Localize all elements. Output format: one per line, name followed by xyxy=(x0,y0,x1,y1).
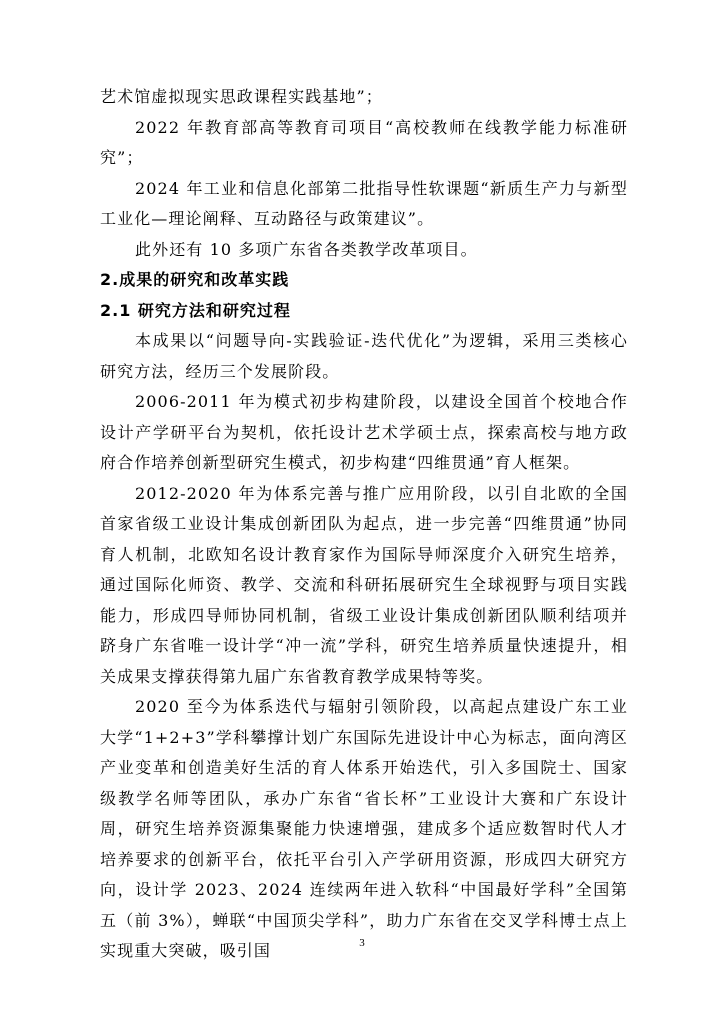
paragraph-stage-2006: 2006-2011 年为模式初步构建阶段，以建设全国首个校地合作设计产学研平台为契机，依托设计艺术学硕士点，探索高校与地方政府合作培养创新型研究生模式，初步构建“四维贯通”育人框架。 xyxy=(100,392,628,472)
paragraph-stage-2020: 2020 至今为体系迭代与辐射引领阶段，以高起点建设广东工业大学“1+2+3”学科攀撑计划广东国际先进设计中心为标志，面向湾区产业变革和创造美好生活的育人体系开始迭代，引入多国院士、国家级教学名师等团队，承办广东省“省长杯”工业设计大赛和广东设计周，研究生培养资源集聚能力快速增强，建成多个适应数智时代人才培养要求的创新平台，依托平台引入产学研用资源，形成四大研究方向，设计学 2023、2024 连续两年进入软科“中国最好学科”全国第五（前 3%），蝉联“中国顶尖学科”，助力广东省在交叉学科博士点上实现重大突破，吸引国 xyxy=(100,697,628,960)
paragraph-2024-project: 2024 年工业和信息化部第二批指导性软课题“新质生产力与新型工业化—理论阐释、互动路径与政策建议”。 xyxy=(100,178,628,228)
paragraph-stage-2012: 2012-2020 年为体系完善与推广应用阶段，以引自北欧的全国首家省级工业设计集成创新团队为起点，进一步完善“四维贯通”协同育人机制，北欧知名设计教育家作为国际导师深度介入研究生培养，通过国际化师资、教学、交流和科研拓展研究生全球视野与项目实践能力，形成四导师协同机制，省级工业设计集成创新团队顺利结项并跻身广东省唯一设计学“冲一流”学科，研究生培养质量快速提升，相关成果支撑获得第九届广东省教育教学成果特等奖。 xyxy=(100,483,628,686)
paragraph-method-intro: 本成果以“问题导向-实践验证-迭代优化”为逻辑，采用三类核心研究方法，经历三个发展阶段。 xyxy=(100,331,628,381)
section-heading: 2.成果的研究和改革实践 xyxy=(100,270,290,289)
paragraph-2022-project: 2022 年教育部高等教育司项目“高校教师在线教学能力标准研究”； xyxy=(100,117,628,167)
subsection-heading: 2.1 研究方法和研究过程 xyxy=(100,300,291,320)
paragraph-vr-base-continued: 艺术馆虚拟现实思政课程实践基地”； xyxy=(100,87,383,106)
paragraph-other-projects: 此外还有 10 多项广东省各类教学改革项目。 xyxy=(135,239,478,259)
page-number: 3 xyxy=(359,937,365,949)
document-body xyxy=(100,82,628,967)
